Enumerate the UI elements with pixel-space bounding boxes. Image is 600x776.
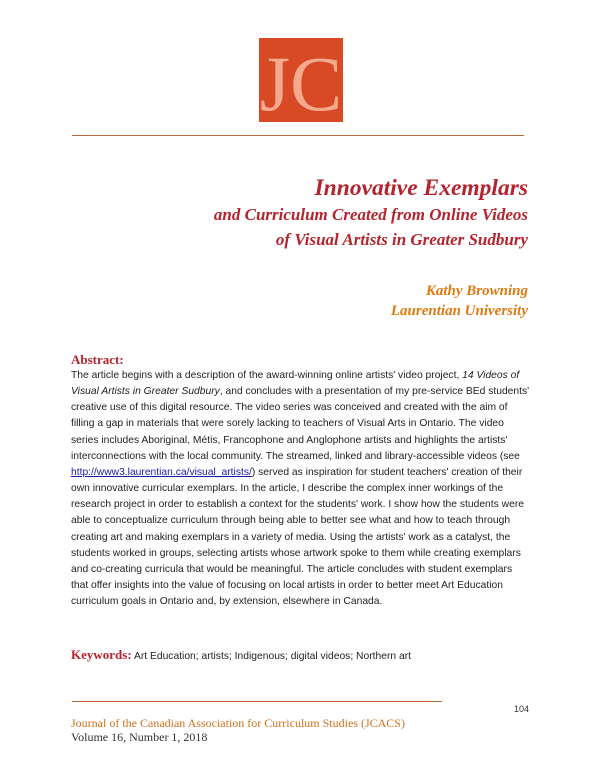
author-block: [391, 281, 528, 321]
journal-name: Journal of the Canadian Association for Curriculum Studies (JCACS): [71, 716, 405, 730]
logo-jc-mark: [259, 38, 343, 122]
abstract-body: [71, 368, 531, 610]
author-affiliation: Laurentian University: [390, 303, 528, 319]
page-number: 104: [514, 704, 530, 714]
article-title-block: [72, 175, 528, 252]
keywords-text: Art Education; artists; Indigenous; digital videos; Northern art: [131, 651, 411, 662]
abstract-heading: Abstract:: [71, 352, 124, 367]
journal-volume: Volume 16, Number 1, 2018: [71, 730, 208, 744]
article-subtitle-line1: and Curriculum Created from Online Videos: [213, 205, 528, 224]
abstract-text-part2: , and concludes with a presentation of my pre-service BEd students' creative use of this digital resource. The video series was conceived and created with the aim of filling a gap in materials that were sorely lacking to teachers of Visual Arts in Ontario. The video series includes Aboriginal, Métis, Francophone and Anglophone artists and highlights the artists' interconnections with the local community. The streamed, linked and library-accessible videos (see: [71, 386, 530, 462]
article-title: Innovative Exemplars: [314, 175, 528, 201]
abstract-text-part1: The article begins with a description of the award-winning online artists' video project,: [71, 370, 463, 381]
author-name: Kathy Browning: [425, 283, 528, 299]
keywords-line: [71, 648, 531, 664]
abstract-text-part3: ) served as inspiration for student teachers' creation of their own innovative curricular exemplars. In the article, I describe the complex inner workings of the research project in order to establish a context for the students' work. I show how the students were able to conceptualize curriculum through being able to better see what and how to teach through creating art and making exemplars in a variety of media. Using the artists' work as a catalyst, the students worked in groups, selecting artists whose artwork spoke to them while creating exemplars and co-creating curricula that would be meaningful. The article concludes with student exemplars that offer insights into the value of focusing on local artists in order to better meet Art Education curriculum goals in Ontario and, by extension, elsewhere in Canada.: [71, 466, 524, 608]
video-series-link[interactable]: http://www3.laurentian.ca/visual_artists/: [71, 466, 252, 478]
logo-text: JC: [259, 40, 343, 122]
journal-logo: [259, 38, 343, 122]
header-divider: [72, 135, 524, 136]
footer-divider: [72, 701, 442, 702]
abstract-project-title: 14 Videos of Visual Artists in Greater Sudbury: [71, 370, 520, 398]
article-subtitle-line2: of Visual Artists in Greater Sudbury: [275, 230, 528, 249]
keywords-label: Keywords:: [71, 647, 132, 662]
